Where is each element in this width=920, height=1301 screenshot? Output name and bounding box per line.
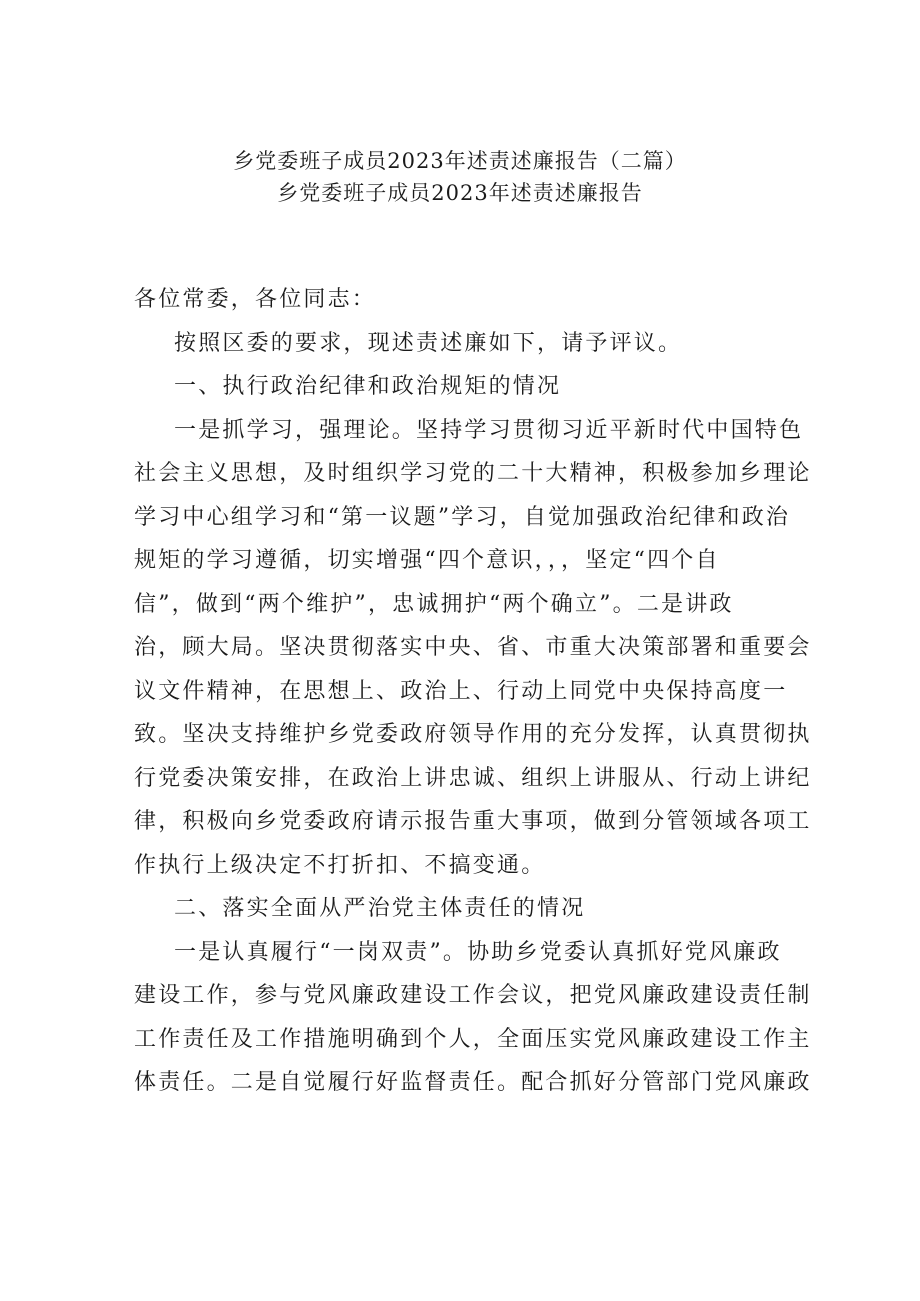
text-line: 一是认真履行“一岗双责”。协助乡党委认真抓好党风廉政 [174, 939, 782, 965]
text-line: 各位常委，各位同志： [134, 287, 377, 312]
text-line: 致。坚决支持维护乡党委政府领导作用的充分发挥，认真贯彻执 [134, 722, 812, 747]
text-line: 建设工作，参与党风廉政建设工作会议，把党风廉政建设责任制 [134, 983, 812, 1008]
text-line: 工作责任及工作措施明确到个人，全面压实党风廉政建设工作主 [134, 1026, 812, 1052]
text-line: 信”，做到“两个维护”，忠诚拥护“两个确立”。二是讲政 [134, 591, 734, 617]
text-line: 规矩的学习遵循，切实增强“四个意识，，，坚定“四个自 [134, 548, 720, 573]
text-line: 律，积极向乡党委政府请示报告重大事项，做到分管领域各项工 [134, 809, 812, 834]
document-body [134, 278, 812, 1105]
document-title: 乡党委班子成员2023年述责述廉报告（二篇） [233, 149, 687, 173]
text-line: 一是抓学习，强理论。坚持学习贯彻习近平新时代中国特色 [174, 417, 804, 443]
text-line: 作执行上级决定不打折扣、不搞变通。 [134, 852, 546, 878]
text-line: 治，顾大局。坚决贯彻落实中央、省、市重大决策部署和重要会 [134, 635, 812, 660]
text-line: 体责任。二是自觉履行好监督责任。配合抓好分管部门党风廉政 [134, 1070, 812, 1095]
text-line: 学习中心组学习和“第一议题”学习，自觉加强政治纪律和政治 [134, 504, 791, 530]
text-line: 议文件精神，在思想上、政治上、行动上同党中央保持高度一 [134, 678, 788, 704]
text-line: 行党委决策安排，在政治上讲忠诚、组织上讲服从、行动上讲纪 [134, 765, 812, 791]
text-line: 社会主义思想，及时组织学习党的二十大精神，积极参加乡理论 [134, 461, 812, 486]
text-line: 按照区委的要求，现述责述廉如下，请予评议。 [174, 330, 683, 356]
document-subtitle: 乡党委班子成员2023年述责述廉报告 [277, 181, 643, 205]
text-line: 二、落实全面从严治党主体责任的情况 [174, 896, 586, 921]
text-line: 一、执行政治纪律和政治规矩的情况 [174, 374, 562, 399]
